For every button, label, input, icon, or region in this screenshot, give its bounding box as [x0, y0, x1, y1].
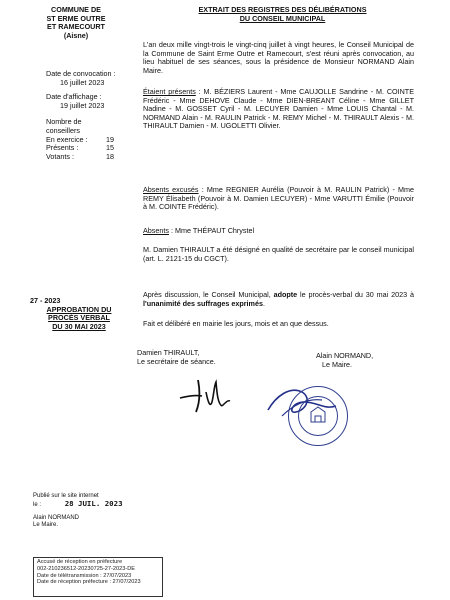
title-line2: DU CONSEIL MUNICIPAL	[239, 13, 326, 23]
absents-label: Absents	[143, 226, 169, 235]
receipt-line: Date de réception préfecture : 27/07/2023	[37, 579, 141, 586]
absents-text: : Mme THÉPAUT Chrystel	[168, 226, 255, 235]
commune-line4: (Aisne)	[63, 30, 89, 40]
commune-block	[30, 6, 122, 40]
receipt-line: 002-210236512-20230725-27-2023-DE	[37, 565, 135, 572]
deliberation-title-2: PROCÈS VERBAL	[48, 313, 110, 323]
page-title	[170, 6, 395, 23]
receipt-line: Date de télétransmission : 27/07/2023	[37, 572, 132, 579]
excuses-paragraph	[143, 186, 414, 212]
receipt-line: Accusé de réception en préfecture	[37, 559, 123, 565]
excuses-label: Absents excusés	[143, 185, 199, 194]
deliberation-title-1: APPROBATION DU	[46, 304, 112, 314]
mayor-signature-block	[316, 352, 406, 369]
deliberation-unanimite: l'unanimité des suffrages exprimés	[143, 298, 263, 308]
closing-sentence: Fait et délibéré en mairie les jours, mois et an que dessus.	[143, 319, 329, 328]
deliberation-text-1: Après discussion, le Conseil Municipal,	[143, 290, 274, 299]
town-hall-seal	[288, 386, 348, 446]
conseillers-label-2: conseillers	[46, 125, 80, 135]
count-value: 18	[106, 151, 114, 161]
title-line1: EXTRAIT DES REGISTRES DES DÉLIBÉRATIONS	[198, 5, 367, 14]
deliberation-text-3: .	[262, 298, 265, 308]
count-value: 15	[106, 143, 114, 153]
count-label: Votants :	[46, 151, 74, 161]
convocation-label: Date de convocation :	[46, 69, 116, 78]
presents-paragraph	[143, 88, 414, 131]
published-prefix: le :	[33, 502, 42, 509]
intro-paragraph: L'an deux mille vingt-trois le vingt-cinq juillet à vingt heures, le Conseil Municipal de la Commune de Saint Erme Outre et Ramecourt, s'est réuni après convocation, au lieu habituel de ses séances, sous la présidence de Monsieur NORMAND Alain Maire.	[143, 40, 414, 75]
secretary-signature-block	[137, 349, 257, 366]
footer-mayor-role: Le Maire.	[33, 522, 59, 529]
count-value: 19	[106, 134, 114, 144]
secretary-name: Damien THIRAULT,	[137, 348, 200, 357]
seal-emblem-icon	[289, 387, 347, 445]
secretary-role: Le secrétaire de séance.	[137, 356, 216, 366]
affichage-label: Date d'affichage :	[46, 92, 102, 102]
excuses-text: : Mme REGNIER Aurélia (Pouvoir à M. RAULIN Patrick) - Mme REMY Élisabeth (Pouvoir à M. Damien LECUYER) - Mme VARUTTI Émilie (Pouvoir à M. COINTE Frédéric).	[143, 185, 414, 212]
count-label: En exercice :	[46, 134, 88, 144]
publication-block	[33, 493, 153, 530]
published-date-stamp: 28 JUIL. 2023	[64, 499, 123, 509]
prefecture-receipt-box	[33, 557, 163, 597]
deliberation-paragraph	[143, 291, 414, 308]
deliberation-title-3: DU 30 MAI 2023	[52, 321, 106, 331]
affichage-date: 19 juillet 2023	[60, 100, 105, 110]
count-label: Présents :	[46, 143, 79, 153]
presents-label: Étaient présents	[143, 87, 196, 96]
secretary-signature-image	[176, 372, 236, 418]
deliberation-number: 27 - 2023	[30, 296, 61, 305]
commune-line2: ST ERME OUTRE	[46, 13, 106, 23]
commune-line1: COMMUNE DE	[51, 5, 101, 14]
meeting-meta	[46, 70, 136, 161]
secretary-paragraph: M. Damien THIRAULT a été désigné en qualité de secrétaire par le conseil municipal (art. L. 2121-15 du CGCT).	[143, 245, 414, 263]
absents-paragraph	[143, 227, 414, 236]
published-line	[33, 500, 153, 509]
convocation-date: 16 juillet 2023	[60, 77, 105, 87]
commune-line3: ET RAMECOURT	[47, 22, 105, 32]
deliberation-heading	[30, 297, 128, 331]
footer-mayor-name: Alain NORMAND	[33, 514, 80, 521]
published-label: Publié sur le site internet	[33, 493, 99, 499]
deliberation-adopte: adopte	[273, 290, 298, 299]
count-row	[46, 153, 136, 162]
mayor-role: Le Maire.	[322, 359, 352, 369]
deliberation-text-2: le procès-verbal du 30 mai 2023 à	[297, 290, 414, 299]
conseillers-label: Nombre de	[46, 117, 82, 127]
mayor-name: Alain NORMAND,	[316, 351, 374, 360]
presents-text: : M. BÉZIERS Laurent - Mme CAUJOLLE Sandrine - M. COINTE Frédéric - Mme DEHOVE Claude - Mme DIEN-BREANT Céline - Mme GILLET Nadine - M. GOSSET Cyril - M. LECUYER Damien - Mme LOUIS Chantal - M. NORMAND Alain - M. RAULIN Patrick - M. REMY Michel - M. THIRAULT Alexis - M. THIRAULT Damien - M. UGOLETTI Olivier.	[143, 87, 414, 131]
